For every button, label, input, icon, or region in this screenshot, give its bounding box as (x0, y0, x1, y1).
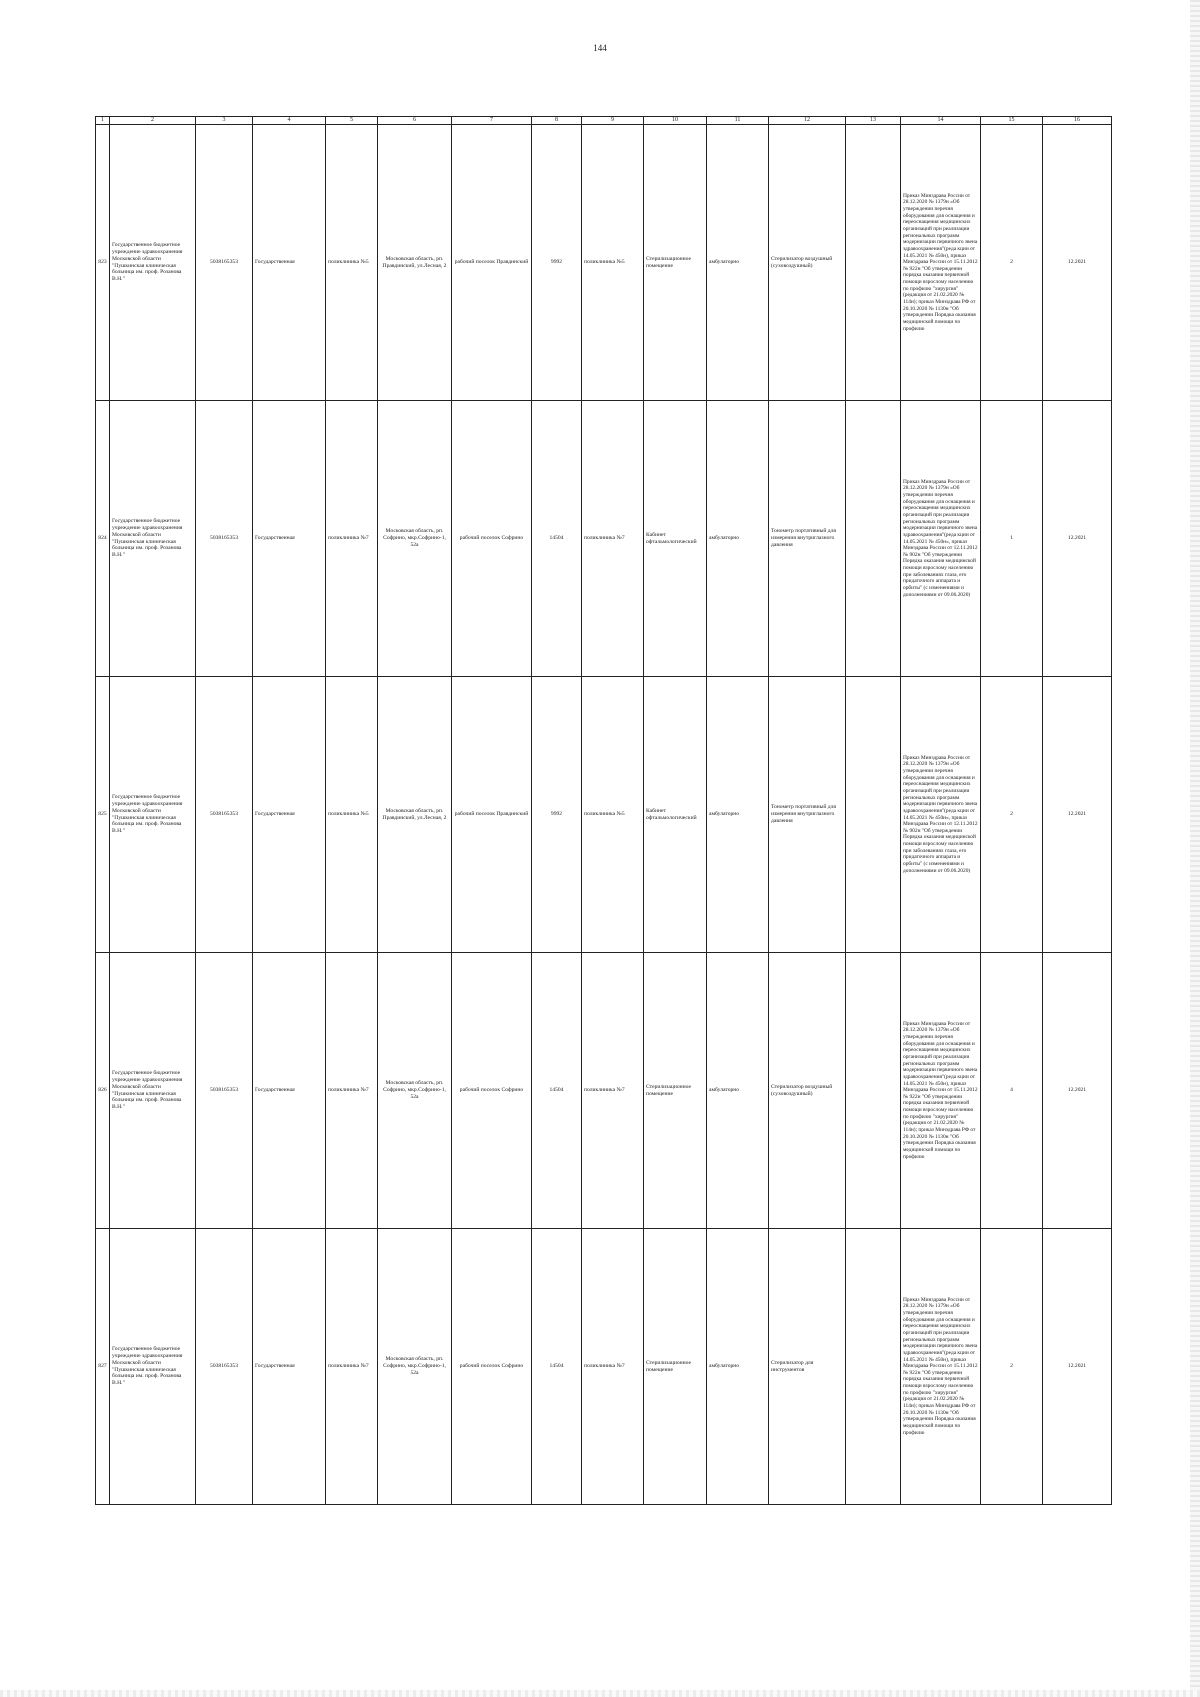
quantity: 1 (981, 401, 1043, 677)
subdivision: поликлиника №5 (582, 125, 644, 401)
facility-address: Московская область, рп. Правдинский, ул.Лесная, 2 (378, 125, 452, 401)
column-13-cell (846, 401, 901, 677)
room: Стерилизационное помещение (644, 953, 707, 1229)
ownership-form: Государственная (253, 401, 326, 677)
settlement: рабочий поселок Софрино (452, 953, 532, 1229)
population: 14504 (532, 401, 582, 677)
column-13-cell (846, 953, 901, 1229)
inn: 5038165353 (196, 953, 253, 1229)
row-number: 824 (96, 401, 110, 677)
quantity: 2 (981, 1229, 1043, 1505)
col-header-7: 7 (452, 117, 532, 125)
col-header-13: 13 (846, 117, 901, 125)
room: Стерилизационное помещение (644, 125, 707, 401)
population: 14504 (532, 953, 582, 1229)
deadline: 12.2021 (1043, 125, 1112, 401)
facility-unit: поликлиника №5 (326, 677, 378, 953)
legal-basis (901, 953, 981, 1229)
col-header-10: 10 (644, 117, 707, 125)
column-13-cell (846, 125, 901, 401)
settlement: рабочий поселок Правдинский (452, 677, 532, 953)
deadline: 12.2021 (1043, 401, 1112, 677)
facility-unit: поликлиника №5 (326, 125, 378, 401)
population: 9992 (532, 125, 582, 401)
room: Кабинет офтальмологический (644, 677, 707, 953)
legal-basis (901, 401, 981, 677)
legal-basis-text: Приказ Минздрава России от 28.12.2020 № 1379н «Об утверждении перечня оборудования для оснащения и переоснащения медицинских организаций при реализации региональных программ модернизации первичного звена здравоохранения"(реда кции от 14.05.2021 № 450н», приказ Минздрава России от 12.11.2012 № 902н "Об утверждении Порядка оказания медицинской помощи взрослому населению при заболеваниях глаза, его придаточного аппарата и орбиты" (с изменениями и дополнениями от 09.06.2020) (903, 754, 978, 874)
ownership-form: Государственная (253, 677, 326, 953)
organization-name: Государственное бюджетное учреждение здравоохранения Московской области "Пушкинская клиническая больница им. проф. Розанова В.Н." (110, 125, 196, 401)
column-13-cell (846, 1229, 901, 1505)
equipment-name: Стерилизатор воздушный (суховоздушный) (769, 953, 846, 1229)
deadline: 12.2021 (1043, 1229, 1112, 1505)
care-type: амбулаторно (707, 1229, 769, 1505)
quantity: 2 (981, 677, 1043, 953)
col-header-1: 1 (96, 117, 110, 125)
ownership-form: Государственная (253, 125, 326, 401)
inn: 5038165353 (196, 1229, 253, 1505)
facility-unit: поликлиника №7 (326, 953, 378, 1229)
subdivision: поликлиника №7 (582, 401, 644, 677)
settlement: рабочий поселок Правдинский (452, 125, 532, 401)
deadline: 12.2021 (1043, 953, 1112, 1229)
col-header-12: 12 (769, 117, 846, 125)
subdivision: поликлиника №5 (582, 677, 644, 953)
table-row (96, 125, 1112, 401)
row-number: 825 (96, 677, 110, 953)
organization-name: Государственное бюджетное учреждение здравоохранения Московской области "Пушкинская клиническая больница им. проф. Розанова В.Н." (110, 1229, 196, 1505)
legal-basis-text: Приказ Минздрава России от 28.12.2020 № 1379н «Об утверждении перечня оборудования для оснащения и переоснащения медицинских организаций при реализации региональных программ модернизации первичного звена здравоохранения"(реда кции от 14.05.2021 № 450н), приказ Минздрава России от 15.11.2012 № 922н "Об утверждении порядка оказания первичной помощи взрослому населению по профилю "хирургия" (редакция от 21.02.2020 № 114н); приказ Минздрава РФ от 20.10.2020 № 1130н "Об утверждении Порядка оказания медицинской помощи по профилю (903, 192, 978, 332)
organization-name: Государственное бюджетное учреждение здравоохранения Московской области "Пушкинская клиническая больница им. проф. Розанова В.Н." (110, 401, 196, 677)
room: Кабинет офтальмологический (644, 401, 707, 677)
col-header-15: 15 (981, 117, 1043, 125)
population: 14504 (532, 1229, 582, 1505)
legal-basis (901, 677, 981, 953)
subdivision: поликлиника №7 (582, 1229, 644, 1505)
col-header-16: 16 (1043, 117, 1112, 125)
equipment-name: Стерилизатор для инструментов (769, 1229, 846, 1505)
col-header-14: 14 (901, 117, 981, 125)
equipment-name: Стерилизатор воздушный (суховоздушный) (769, 125, 846, 401)
settlement: рабочий поселок Софрино (452, 401, 532, 677)
inn: 5038165353 (196, 677, 253, 953)
facility-address: Московская область, рп. Правдинский, ул.Лесная, 2 (378, 677, 452, 953)
care-type: амбулаторно (707, 677, 769, 953)
organization-name: Государственное бюджетное учреждение здравоохранения Московской области "Пушкинская клиническая больница им. проф. Розанова В.Н." (110, 677, 196, 953)
table-row (96, 401, 1112, 677)
ownership-form: Государственная (253, 1229, 326, 1505)
quantity: 2 (981, 125, 1043, 401)
col-header-9: 9 (582, 117, 644, 125)
room: Стерилизационное помещение (644, 1229, 707, 1505)
population: 9992 (532, 677, 582, 953)
care-type: амбулаторно (707, 953, 769, 1229)
organization-name: Государственное бюджетное учреждение здравоохранения Московской области "Пушкинская клиническая больница им. проф. Розанова В.Н." (110, 953, 196, 1229)
column-number-row (96, 117, 1112, 125)
inn: 5038165353 (196, 125, 253, 401)
facility-address: Московская область, рп. Софрино, мкр.Софрино-1, 52а (378, 953, 452, 1229)
table-row (96, 1229, 1112, 1505)
legal-basis (901, 1229, 981, 1505)
facility-address: Московская область, рп. Софрино, мкр.Софрино-1, 52а (378, 401, 452, 677)
col-header-2: 2 (110, 117, 196, 125)
column-13-cell (846, 677, 901, 953)
facility-unit: поликлиника №7 (326, 1229, 378, 1505)
scan-edge-artifact (1190, 0, 1200, 1697)
legal-basis-text: Приказ Минздрава России от 28.12.2020 № 1379н «Об утверждении перечня оборудования для оснащения и переоснащения медицинских организаций при реализации региональных программ модернизации первичного звена здравоохранения"(реда кции от 14.05.2021 № 450н), приказ Минздрава России от 15.11.2012 № 922н "Об утверждении порядка оказания первичной помощи взрослому населению по профилю "хирургия" (редакция от 21.02.2020 № 114н); приказ Минздрава РФ от 20.10.2020 № 1130н "Об утверждении Порядка оказания медицинской помощи по профилю (903, 1020, 978, 1160)
col-header-4: 4 (253, 117, 326, 125)
equipment-register-table (95, 116, 1112, 1505)
equipment-name: Тонометр портативный для измерения внутриглазного давления (769, 401, 846, 677)
row-number: 823 (96, 125, 110, 401)
quantity: 4 (981, 953, 1043, 1229)
table-row (96, 677, 1112, 953)
row-number: 827 (96, 1229, 110, 1505)
legal-basis (901, 125, 981, 401)
ownership-form: Государственная (253, 953, 326, 1229)
col-header-3: 3 (196, 117, 253, 125)
equipment-name: Тонометр портативный для измерения внутриглазного давления (769, 677, 846, 953)
col-header-11: 11 (707, 117, 769, 125)
col-header-8: 8 (532, 117, 582, 125)
care-type: амбулаторно (707, 125, 769, 401)
legal-basis-text: Приказ Минздрава России от 28.12.2020 № 1379н «Об утверждении перечня оборудования для оснащения и переоснащения медицинских организаций при реализации региональных программ модернизации первичного звена здравоохранения"(реда кции от 14.05.2021 № 450н), приказ Минздрава России от 15.11.2012 № 922н "Об утверждении порядка оказания первичной помощи взрослому населению по профилю "хирургия" (редакция от 21.02.2020 № 114н); приказ Минздрава РФ от 20.10.2020 № 1130н "Об утверждении Порядка оказания медицинской помощи по профилю (903, 1296, 978, 1436)
scan-bottom-artifact (0, 1690, 1200, 1697)
care-type: амбулаторно (707, 401, 769, 677)
col-header-6: 6 (378, 117, 452, 125)
subdivision: поликлиника №7 (582, 953, 644, 1229)
page-number: 144 (593, 43, 607, 53)
table-row (96, 953, 1112, 1229)
facility-address: Московская область, рп. Софрино, мкр.Софрино-1, 52а (378, 1229, 452, 1505)
col-header-5: 5 (326, 117, 378, 125)
inn: 5038165353 (196, 401, 253, 677)
facility-unit: поликлиника №7 (326, 401, 378, 677)
deadline: 12.2021 (1043, 677, 1112, 953)
legal-basis-text: Приказ Минздрава России от 28.12.2020 № 1379н «Об утверждении перечня оборудования для оснащения и переоснащения медицинских организаций при реализации региональных программ модернизации первичного звена здравоохранения"(реда кции от 14.05.2021 № 450н», приказ Минздрава России от 12.11.2012 № 902н "Об утверждении Порядка оказания медицинской помощи взрослому населению при заболеваниях глаза, его придаточного аппарата и орбиты" (с изменениями и дополнениями от 09.06.2020) (903, 478, 978, 598)
settlement: рабочий поселок Софрино (452, 1229, 532, 1505)
row-number: 826 (96, 953, 110, 1229)
